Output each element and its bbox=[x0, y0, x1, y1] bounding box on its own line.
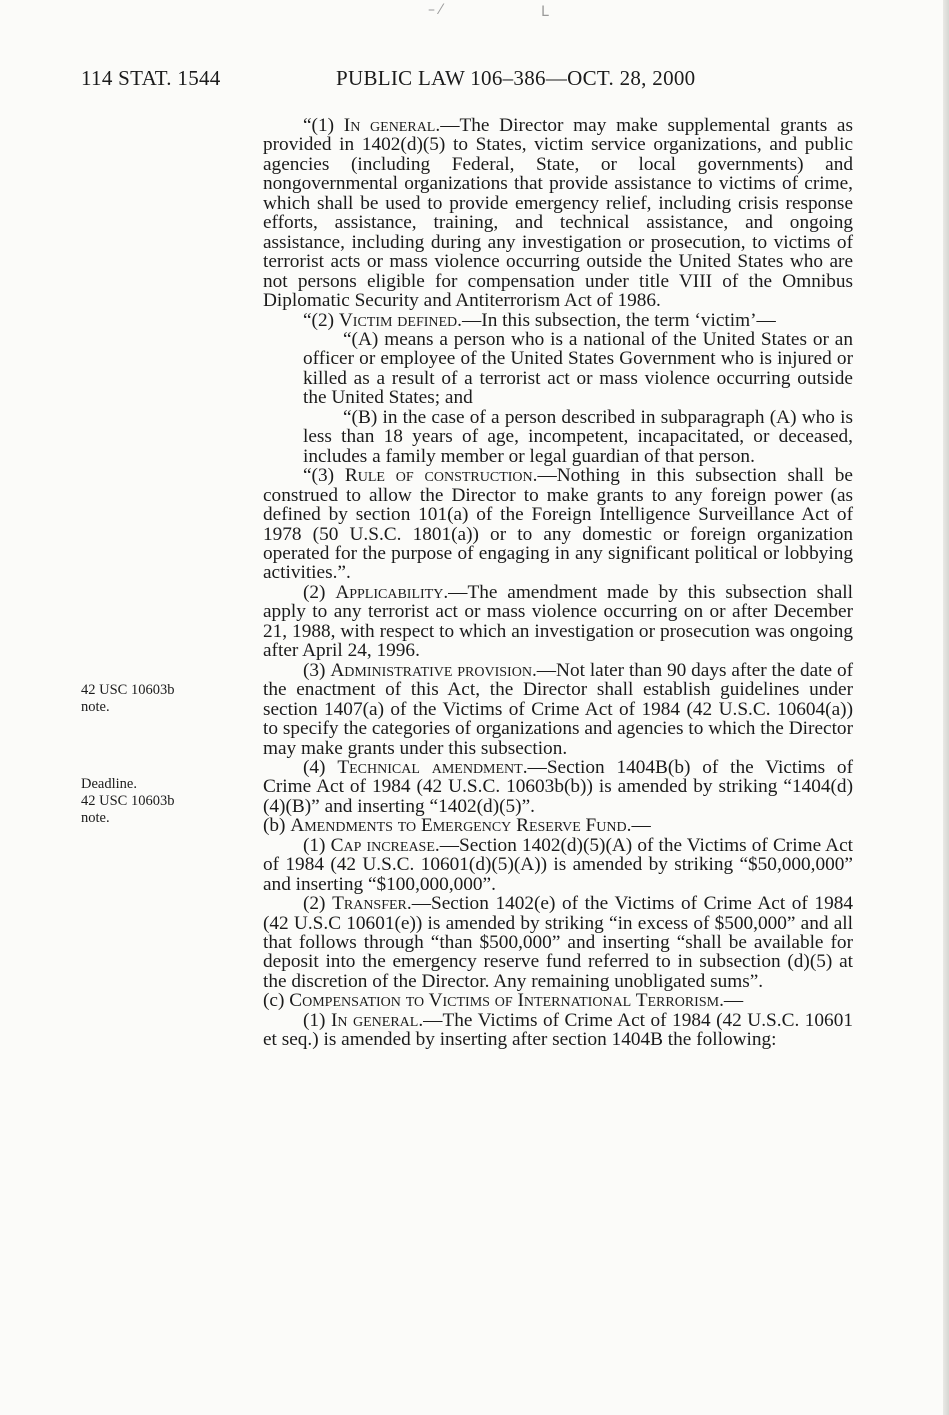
margin-note-citation bbox=[81, 682, 174, 716]
page-reference: 114 STAT. 1544 bbox=[81, 66, 221, 90]
scan-artifact-mark: ᒪ bbox=[541, 4, 549, 20]
subsection-b-heading: (b) Amendments to Emergency Reserve Fund.— bbox=[263, 815, 651, 837]
margin-note-line: note. bbox=[81, 810, 110, 826]
paragraph-technical-amendment: (4) Technical amendment.—Section 1404B(b) of the Victims of Crime Act of 1984 (42 U.S.C. 10603b(b)) is amended by striking “1404(d)(4)(B)” and inserting “1402(d)(5)”. bbox=[263, 756, 853, 817]
statute-body bbox=[263, 116, 853, 1050]
margin-note-line: Deadline. bbox=[81, 776, 137, 792]
subparagraph-b: “(B) in the case of a person described in subparagraph (A) who is less than 18 years of age, incompetent, incapacitated, or deceased, includes a family member or legal guardian of that person. bbox=[303, 406, 853, 467]
paragraph-transfer: (2) Transfer.—Section 1402(e) of the Victims of Crime Act of 1984 (42 U.S.C 10601(e)) is amended by striking “in excess of $500,000” and all that follows through “than $500,000” and inserting “shall be available for deposit into the emergency reserve fund referred to in subsection (d)(5) at the discretion of the Director. Any remaining unobligated sums”. bbox=[263, 893, 853, 992]
paragraph-applicability: (2) Applicability.—The amendment made by this subsection shall apply to any terrorist act or mass violence occurring on or after December 21, 1988, with respect to which an investigation or prosecution was ongoing after April 24, 1996. bbox=[263, 581, 854, 662]
paragraph-cap-increase: (1) Cap increase.—Section 1402(d)(5)(A) of the Victims of Crime Act of 1984 (42 U.S.C. 10601(d)(5)(A)) is amended by striking “$50,000,000” and inserting “$100,000,000”. bbox=[263, 834, 854, 895]
subsection-c-heading: (c) Compensation to Victims of International Terrorism.— bbox=[263, 990, 744, 1012]
scan-edge-shadow bbox=[943, 0, 949, 1415]
margin-note-line: 42 USC 10603b bbox=[81, 793, 175, 809]
running-title: PUBLIC LAW 106–386—OCT. 28, 2000 bbox=[336, 66, 696, 90]
margin-note-deadline bbox=[81, 776, 174, 827]
scan-artifact-mark: – ⁄ bbox=[428, 2, 442, 18]
margin-note-line: 42 USC 10603b bbox=[81, 682, 175, 698]
paragraph-c-in-general: (1) In general.—The Victims of Crime Act of 1984 (42 U.S.C. 10601 et seq.) is amended by inserting after section 1404B the following: bbox=[263, 1009, 853, 1051]
paragraph-victim-defined: “(2) Victim defined.—In this subsection, the term ‘victim’— bbox=[303, 309, 776, 331]
paragraph-administrative-provision: (3) Administrative provision.—Not later than 90 days after the date of the enactment of this Act, the Director shall establish guidelines under section 1407(a) of the Victims of Crime Act of 1984 (42 U.S.C. 10604(a)) to specify the categories of organizations and agencies to which the Director may make grants under this subsection. bbox=[263, 659, 854, 759]
margin-note-line: note. bbox=[81, 699, 110, 715]
paragraph-rule-of-construction: “(3) Rule of construction.—Nothing in this subsection shall be construed to allow the Director to make grants to any foreign power (as defined by section 101(a) of the Foreign Intelligence Surveillance Act of 1978 (50 U.S.C. 1801(a)) or to any domestic or foreign organization operated for the purpose of engaging in any significant political or lobbying activities.”. bbox=[263, 465, 853, 584]
paragraph-in-general: “(1) In general.—The Director may make supplemental grants as provided in 1402(d)(5) to States, victim service organizations, and public agencies (including Federal, State, or local governments) and nongovernmental organizations that provide assistance to victims of crime, which shall be used to provide emergency relief, including crisis response efforts, assistance, training, and technical assistance, and ongoing assistance, including during any investigation or prosecution, to victims of terrorist acts or mass violence occurring outside the United States who are not persons eligible for compensation under title VIII of the Omnibus Diplomatic Security and Antiterrorism Act of 1986. bbox=[263, 115, 853, 312]
subparagraph-a: “(A) means a person who is a national of the United States or an officer or employee of the United States Government who is injured or killed as a result of a terrorist act or mass violence occurring outside the United States; and bbox=[303, 328, 853, 409]
